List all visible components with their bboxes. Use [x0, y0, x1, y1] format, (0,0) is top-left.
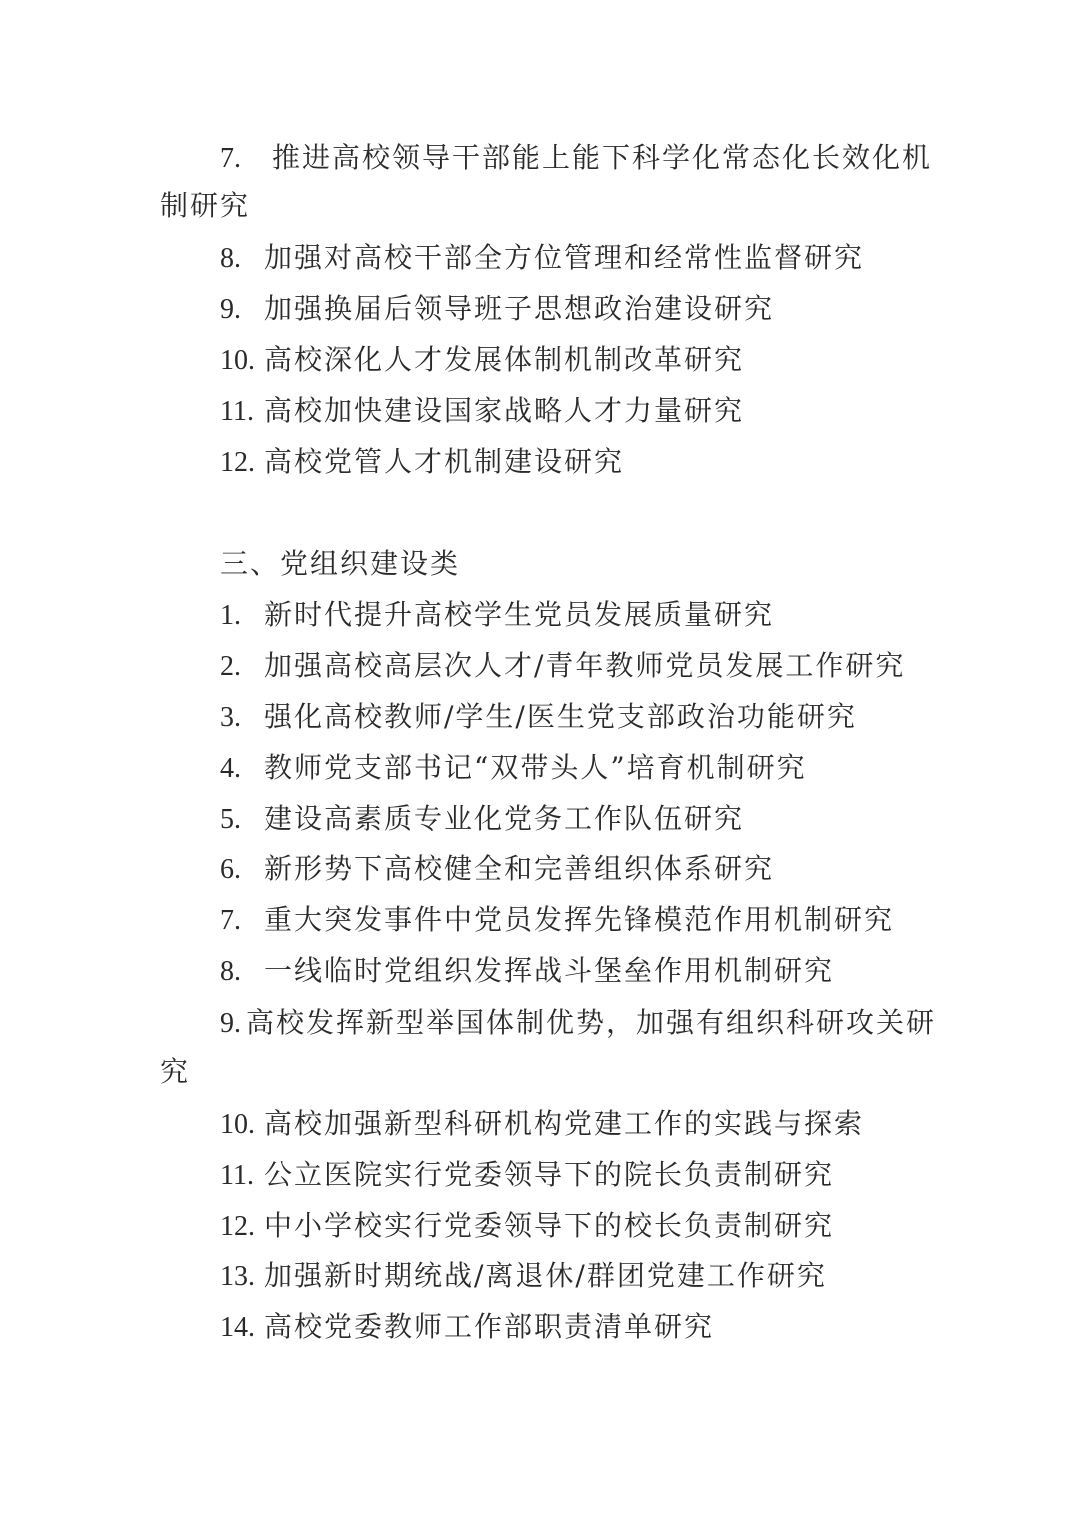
list-item [220, 1307, 714, 1348]
item-text: 高校加强新型科研机构党建工作的实践与探索 [264, 1107, 865, 1140]
list-item-continuation [160, 1052, 190, 1092]
item-number: 4. [220, 753, 241, 784]
item-text: 高校党委教师工作部职责清单研究 [264, 1310, 715, 1343]
list-item [220, 799, 744, 840]
item-number: 3. [220, 702, 241, 733]
item-text: 高校发挥新型举国体制优势，加强有组织科研攻关研 [246, 1006, 937, 1039]
item-text: 新时代提升高校学生党员发展质量研究 [264, 598, 775, 631]
item-text: 中小学校实行党委领导下的校长负责制研究 [264, 1209, 835, 1242]
item-text-continuation: 制研究 [160, 189, 251, 222]
item-text: 高校深化人才发展体制机制改革研究 [264, 343, 745, 376]
item-text: 公立医院实行党委领导下的院长负责制研究 [264, 1158, 835, 1191]
item-text-continuation: 究 [160, 1055, 191, 1088]
item-text: 重大突发事件中党员发挥先锋模范作用机制研究 [264, 903, 895, 936]
list-item [220, 1104, 864, 1145]
item-number: 13. [220, 1261, 255, 1292]
list-item [220, 900, 894, 941]
item-text: 教师党支部书记“双带头人”培育机制研究 [264, 751, 807, 784]
list-item [220, 849, 774, 890]
item-text: 加强对高校干部全方位管理和经常性监督研究 [264, 241, 865, 274]
list-item [220, 1003, 936, 1044]
item-text: 推进高校领导干部能上能下科学化常态化长效化机 [272, 141, 933, 174]
list-item [220, 951, 834, 992]
item-text: 加强换届后领导班子思想政治建设研究 [264, 292, 775, 325]
item-number: 7. [220, 143, 241, 174]
item-text: 强化高校教师/学生/医生党支部政治功能研究 [264, 700, 857, 733]
item-text: 高校党管人才机制建设研究 [264, 445, 625, 478]
list-item-continuation [160, 186, 250, 226]
item-text: 一线临时党组织发挥战斗堡垒作用机制研究 [264, 954, 835, 987]
item-text: 建设高素质专业化党务工作队伍研究 [264, 802, 745, 835]
list-item [220, 595, 774, 636]
item-number: 12. [220, 447, 255, 478]
list-item [220, 1256, 827, 1297]
item-text: 加强高校高层次人才/青年教师党员发展工作研究 [264, 649, 906, 682]
item-number: 2. [220, 651, 241, 682]
list-item [220, 340, 744, 381]
item-number: 8. [220, 243, 241, 274]
list-item [220, 1155, 834, 1196]
item-number: 1. [220, 600, 241, 631]
item-number: 6. [220, 854, 241, 885]
item-number: 11. [220, 1160, 254, 1191]
item-number: 9. [220, 1008, 241, 1039]
item-number: 11. [220, 396, 254, 427]
item-text: 新形势下高校健全和完善组织体系研究 [264, 852, 775, 885]
item-number: 12. [220, 1211, 255, 1242]
item-number: 14. [220, 1312, 255, 1343]
item-text: 加强新时期统战/离退休/群团党建工作研究 [264, 1259, 827, 1292]
item-number: 7. [220, 905, 241, 936]
list-item [220, 748, 807, 789]
item-number: 5. [220, 804, 241, 835]
list-item [220, 289, 774, 330]
list-item [220, 391, 744, 432]
item-number: 10. [220, 345, 255, 376]
item-number: 8. [220, 956, 241, 987]
section-heading: 三、党组织建设类 [220, 547, 461, 580]
list-item [220, 138, 932, 179]
list-item [220, 697, 857, 738]
item-text: 高校加快建设国家战略人才力量研究 [264, 394, 745, 427]
list-item [220, 646, 905, 687]
item-number: 9. [220, 294, 241, 325]
list-item [220, 238, 864, 279]
item-number: 10. [220, 1109, 255, 1140]
list-item [220, 442, 624, 483]
list-item [220, 1206, 834, 1247]
